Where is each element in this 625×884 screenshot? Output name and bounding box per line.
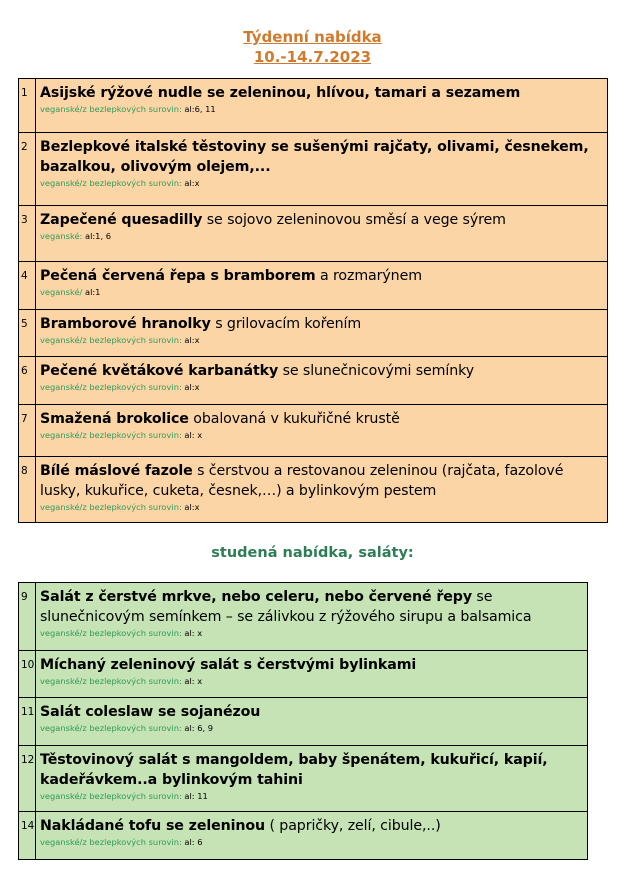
diet-allergens: veganské/z bezlepkových surovin: al: 11	[40, 791, 208, 801]
item-number: 5	[19, 310, 36, 357]
diet-allergens: veganské/z bezlepkových surovin: al: 6	[40, 837, 203, 847]
menu-row	[19, 206, 608, 262]
diet-allergens: veganské/z bezlepkových surovin: al: x	[40, 676, 203, 686]
diet-allergens: veganské/z bezlepkových surovin: al:x	[40, 382, 200, 392]
diet-allergens: veganské/ al:1	[40, 287, 101, 297]
menu-row	[19, 457, 608, 523]
dish-name: Těstovinový salát s mangoldem, baby špenátem, kukuřicí, kapií, kadeřávkem..a bylinkovým tahini	[40, 752, 548, 788]
item-number: 10	[19, 651, 36, 698]
item-number: 2	[19, 133, 36, 206]
item-number: 11	[19, 698, 36, 746]
item-number: 9	[19, 583, 36, 651]
hot-menu-table	[18, 78, 608, 523]
item-number: 14	[19, 812, 36, 860]
diet-allergens: veganské/z bezlepkových surovin: al:6, 11	[40, 104, 216, 114]
page-title: Týdenní nabídka	[243, 28, 382, 46]
item-number: 3	[19, 206, 36, 262]
dish-name: Míchaný zeleninový salát s čerstvými bylinkami	[40, 657, 417, 673]
diet-allergens: veganské/z bezlepkových surovin: al: 6, 9	[40, 723, 214, 733]
item-number: 7	[19, 405, 36, 457]
dish-name: Salát coleslaw se sojanézou	[40, 704, 261, 720]
date-range: 10.-14.7.2023	[253, 48, 372, 66]
menu-row	[19, 698, 588, 746]
dish-name: Asijské rýžové nudle se zeleninou, hlívou, tamari a sezamem	[40, 85, 521, 101]
cold-menu-heading: studená nabídka, saláty:	[211, 545, 414, 561]
dish-name: Smažená brokolice obalovaná v kukuřičné krustě	[40, 411, 400, 427]
menu-row	[19, 746, 588, 812]
menu-row	[19, 133, 608, 206]
diet-allergens: veganské: al:1, 6	[40, 231, 112, 241]
menu-row	[19, 79, 608, 133]
diet-allergens: veganské/z bezlepkových surovin: al: x	[40, 628, 203, 638]
item-number: 6	[19, 357, 36, 405]
menu-row	[19, 812, 588, 860]
menu-row	[19, 262, 608, 310]
dish-name: Pečené květákové karbanátky se slunečnicovými semínky	[40, 363, 475, 379]
item-number: 1	[19, 79, 36, 133]
diet-allergens: veganské/z bezlepkových surovin: al:x	[40, 335, 200, 345]
diet-allergens: veganské/z bezlepkových surovin: al:x	[40, 178, 200, 188]
cold-menu-table	[18, 582, 588, 860]
dish-name: Bezlepkové italské těstoviny se sušenými rajčaty, olivami, česnekem, bazalkou, olivovým olejem,...	[40, 139, 589, 175]
item-number: 8	[19, 457, 36, 523]
menu-row	[19, 357, 608, 405]
dish-name: Bílé máslové fazole s čerstvou a restovanou zeleninou (rajčata, fazolové lusky, kukuřice, cuketa, česnek,…) a bylinkovým pestem	[40, 463, 564, 499]
item-number: 4	[19, 262, 36, 310]
diet-allergens: veganské/z bezlepkových surovin: al:x	[40, 502, 200, 512]
menu-row	[19, 583, 588, 651]
menu-row	[19, 405, 608, 457]
item-number: 12	[19, 746, 36, 812]
dish-name: Zapečené quesadilly se sojovo zeleninovou směsí a vege sýrem	[40, 212, 506, 228]
dish-name: Bramborové hranolky s grilovacím kořením	[40, 316, 362, 332]
diet-allergens: veganské/z bezlepkových surovin: al: x	[40, 430, 203, 440]
menu-row	[19, 651, 588, 698]
dish-name: Nakládané tofu se zeleninou ( papričky, zelí, cibule,..)	[40, 818, 441, 834]
dish-name: Salát z čerstvé mrkve, nebo celeru, nebo červené řepy se slunečnicovým semínkem – se zálivkou z rýžového sirupu a balsamica	[40, 589, 532, 625]
dish-name: Pečená červená řepa s bramborem a rozmarýnem	[40, 268, 422, 284]
menu-row	[19, 310, 608, 357]
